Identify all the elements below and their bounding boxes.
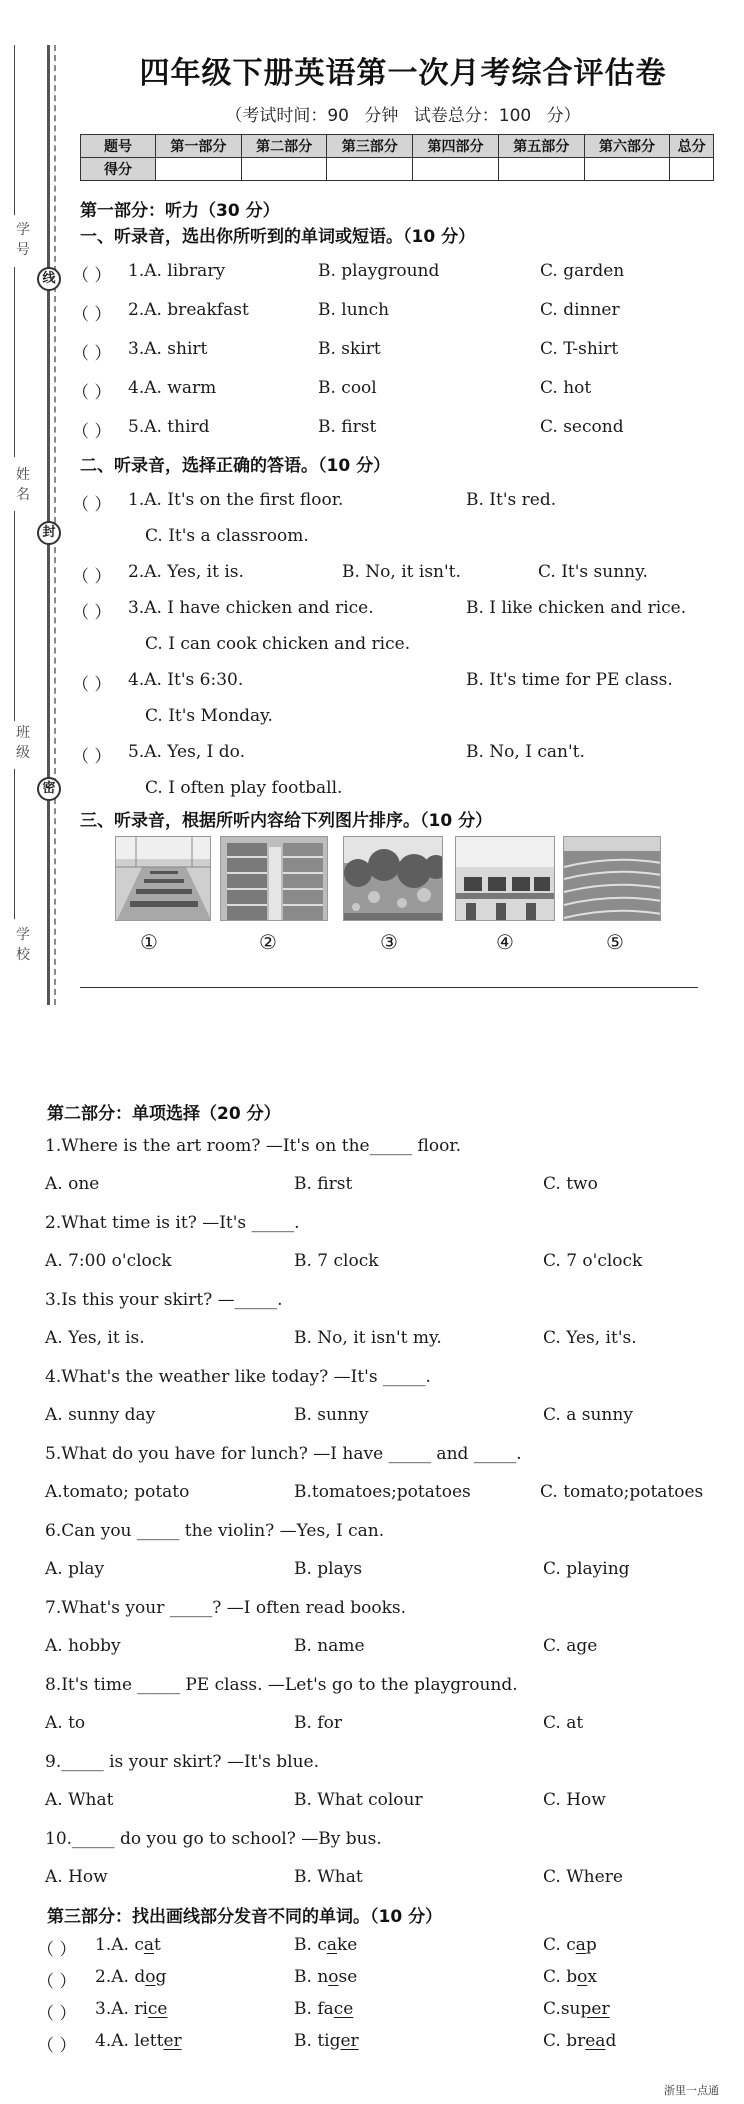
seal-circle-line: 线 xyxy=(37,267,61,291)
word-part: lett xyxy=(134,2031,164,2051)
underlined-letters: o xyxy=(577,1967,588,1987)
picture-number: ③ xyxy=(380,930,398,954)
word-part: c xyxy=(134,1935,144,1955)
student-number-label: 学号 xyxy=(16,222,30,258)
underlined-letters: er xyxy=(163,2031,182,2051)
option-b: B. for xyxy=(294,1713,342,1733)
word-part: d xyxy=(134,1967,146,1987)
blank-line xyxy=(14,267,15,457)
picture-number: ① xyxy=(140,930,158,954)
option-a: A. How xyxy=(45,1867,108,1887)
word-part: tig xyxy=(317,2031,341,2051)
score-cell[interactable] xyxy=(413,158,499,181)
score-cell[interactable] xyxy=(156,158,242,181)
option-b: B. 7 clock xyxy=(294,1251,379,1271)
score-table-header xyxy=(81,135,714,158)
option-b: B. sunny xyxy=(294,1405,369,1425)
option-a: 3.A. I have chicken and rice. xyxy=(128,598,374,618)
answer-blank[interactable]: （ ） xyxy=(72,305,112,325)
option-a: 1.A. cat xyxy=(95,1935,161,1955)
option-b: B. face xyxy=(294,1999,354,2019)
option-b: B. What xyxy=(294,1867,363,1887)
word-part: b xyxy=(566,1967,578,1987)
part1-section3-title: 三、听录音，根据所听内容给下列图片排序。（10 分） xyxy=(80,811,493,831)
option-c: C. hot xyxy=(540,378,592,398)
blank-line xyxy=(14,45,15,215)
word-part: t xyxy=(153,1935,161,1955)
word-part: d xyxy=(605,2031,617,2051)
score-cell[interactable] xyxy=(584,158,670,181)
option-a: A. Yes, it is. xyxy=(45,1328,145,1348)
answer-blank[interactable]: （ ） xyxy=(37,2004,77,2024)
option-b: B. name xyxy=(294,1636,365,1656)
option-c: C. Where xyxy=(543,1867,623,1887)
header-cell: 题号 xyxy=(81,135,156,158)
header-cell: 总分 xyxy=(670,135,714,158)
option-a: A. What xyxy=(45,1790,114,1810)
answer-blank[interactable]: （ ） xyxy=(72,422,112,442)
answer-blank[interactable]: （ ） xyxy=(72,344,112,364)
answer-blank[interactable]: （ ） xyxy=(72,495,112,515)
underlined-letters: a xyxy=(143,1935,154,1955)
picture-garden xyxy=(343,836,443,921)
option-c: C. tomato;potatoes xyxy=(540,1482,704,1502)
option-a: A. to xyxy=(45,1713,86,1733)
row-label: 得分 xyxy=(81,158,156,181)
score-cell[interactable] xyxy=(498,158,584,181)
underlined-letters: o xyxy=(145,1967,156,1987)
score-cell[interactable] xyxy=(241,158,327,181)
word-part: fa xyxy=(317,1999,334,2019)
picture-number: ④ xyxy=(496,930,514,954)
question-text: 2.What time is it? —It's _____. xyxy=(45,1213,300,1233)
underlined-letters: per xyxy=(580,1999,610,2019)
option-a: 4.A. It's 6:30. xyxy=(128,670,244,690)
option-a: A.tomato; potato xyxy=(45,1482,190,1502)
option-b: B. playground xyxy=(318,261,440,281)
question-text: 7.What's your _____? —I often read books. xyxy=(45,1598,407,1618)
option-c: C. a sunny xyxy=(543,1405,633,1425)
blank-line xyxy=(14,769,15,919)
option-a: A. 7:00 o'clock xyxy=(45,1251,172,1271)
part3-title: 第三部分：找出画线部分发音不同的单词。（10 分） xyxy=(47,1907,443,1927)
option-b: B. first xyxy=(294,1174,353,1194)
option-a: A. hobby xyxy=(45,1636,121,1656)
underlined-letters: a xyxy=(575,1935,586,1955)
option-b: B. tiger xyxy=(294,2031,359,2051)
option-b: B. It's red. xyxy=(466,490,557,510)
header-cell: 第二部分 xyxy=(241,135,327,158)
picture-library xyxy=(220,836,328,921)
underlined-letters: a xyxy=(326,1935,337,1955)
option-c: C. playing xyxy=(543,1559,630,1579)
header-cell: 第一部分 xyxy=(156,135,242,158)
option-a: 5.A. Yes, I do. xyxy=(128,742,245,762)
option-c: C. at xyxy=(543,1713,584,1733)
option-a: 1.A. It's on the first floor. xyxy=(128,490,344,510)
answer-blank[interactable]: （ ） xyxy=(37,1940,77,1960)
word-part: su xyxy=(560,1999,581,2019)
option-c: C. second xyxy=(540,417,624,437)
header-cell: 第三部分 xyxy=(327,135,413,158)
underlined-letters: ce xyxy=(333,1999,354,2019)
answer-blank[interactable]: （ ） xyxy=(37,1972,77,1992)
underlined-letters: ea xyxy=(585,2031,606,2051)
header-cell: 第六部分 xyxy=(584,135,670,158)
option-a: A. play xyxy=(45,1559,105,1579)
binding-margin xyxy=(0,45,60,1005)
word-part: n xyxy=(317,1967,329,1987)
option-c: C. It's sunny. xyxy=(538,562,648,582)
option-c: C. How xyxy=(543,1790,606,1810)
option-c: C. dinner xyxy=(540,300,620,320)
option-c: C. garden xyxy=(540,261,625,281)
school-label: 学校 xyxy=(16,927,30,963)
word-part: c xyxy=(317,1935,327,1955)
word-part: ri xyxy=(134,1999,148,2019)
part1-title: 第一部分：听力（30 分） xyxy=(80,201,280,221)
word-part: ke xyxy=(336,1935,358,1955)
question-text: 3.Is this your skirt? —_____. xyxy=(45,1290,283,1310)
option-b: B. It's time for PE class. xyxy=(466,670,673,690)
option-b: B.tomatoes;potatoes xyxy=(294,1482,471,1502)
word-part: x xyxy=(587,1967,597,1987)
option-c: C. T-shirt xyxy=(540,339,619,359)
option-c: C. I can cook chicken and rice. xyxy=(145,634,411,654)
option-c: C. cap xyxy=(543,1935,597,1955)
option-b: B. What colour xyxy=(294,1790,423,1810)
option-b: B. lunch xyxy=(318,300,390,320)
seal-circle-seal: 封 xyxy=(37,521,61,545)
answer-blank[interactable]: （ ） xyxy=(72,266,112,286)
option-a: A. sunny day xyxy=(45,1405,156,1425)
picture-number: ⑤ xyxy=(606,930,624,954)
option-c: C. Yes, it's. xyxy=(543,1328,637,1348)
question-text: 1.Where is the art room? —It's on the_____ floor. xyxy=(45,1136,461,1156)
option-b: B. first xyxy=(318,417,377,437)
option-c: C. box xyxy=(543,1967,597,1987)
class-label: 班级 xyxy=(16,725,30,761)
blank-line xyxy=(14,511,15,721)
footer-watermark: 浙里一点通 xyxy=(664,2084,719,2097)
question-text: 10._____ do you go to school? —By bus. xyxy=(45,1829,382,1849)
option-b: B. No, it isn't. xyxy=(342,562,461,582)
option-a: 2.A. breakfast xyxy=(128,300,249,320)
word-part: p xyxy=(585,1935,597,1955)
picture-playground xyxy=(563,836,661,921)
question-text: 4.What's the weather like today? —It's _____. xyxy=(45,1367,431,1387)
option-c: C. 7 o'clock xyxy=(543,1251,643,1271)
option-a: 5.A. third xyxy=(128,417,210,437)
option-b: B. skirt xyxy=(318,339,381,359)
answer-blank[interactable]: （ ） xyxy=(72,675,112,695)
answer-blank[interactable]: （ ） xyxy=(72,603,112,623)
exam-title: 四年级下册英语第一次月考综合评估卷 xyxy=(139,56,667,91)
picture-number: ② xyxy=(259,930,277,954)
score-cell[interactable] xyxy=(327,158,413,181)
option-b: B. No, I can't. xyxy=(466,742,585,762)
option-b: B. I like chicken and rice. xyxy=(466,598,687,618)
option-b: B. cool xyxy=(318,378,377,398)
option-c: C.super xyxy=(543,1999,610,2019)
option-b: B. No, it isn't my. xyxy=(294,1328,442,1348)
option-c: C. It's Monday. xyxy=(145,706,273,726)
seal-circle-secret: 密 xyxy=(37,777,61,801)
header-cell: 第四部分 xyxy=(413,135,499,158)
word-part: se xyxy=(338,1967,358,1987)
score-cell[interactable] xyxy=(670,158,714,181)
option-a: 2.A. dog xyxy=(95,1967,167,1987)
option-a: 3.A. rice xyxy=(95,1999,168,2019)
underlined-letters: o xyxy=(328,1967,339,1987)
option-a: 1.A. library xyxy=(128,261,226,281)
student-name-label: 姓名 xyxy=(16,467,30,503)
part1-section1-title: 一、听录音，选出你所听到的单词或短语。（10 分） xyxy=(80,227,476,247)
part1-section2-title: 二、听录音，选择正确的答语。（10 分） xyxy=(80,456,391,476)
answer-blank[interactable]: （ ） xyxy=(37,2036,77,2056)
picture-dining-hall xyxy=(115,836,211,921)
picture-computer-room xyxy=(455,836,555,921)
answer-blank[interactable]: （ ） xyxy=(72,567,112,587)
underlined-letters: er xyxy=(340,2031,359,2051)
option-a: A. one xyxy=(45,1174,100,1194)
underlined-letters: ce xyxy=(147,1999,168,2019)
option-a: 4.A. letter xyxy=(95,2031,182,2051)
question-text: 8.It's time _____ PE class. —Let's go to the playground. xyxy=(45,1675,518,1695)
option-b: B. nose xyxy=(294,1967,358,1987)
question-text: 9._____ is your skirt? —It's blue. xyxy=(45,1752,320,1772)
header-cell: 第五部分 xyxy=(498,135,584,158)
option-b: B. cake xyxy=(294,1935,358,1955)
word-part: g xyxy=(155,1967,167,1987)
question-text: 5.What do you have for lunch? —I have _____ and _____. xyxy=(45,1444,522,1464)
option-b: B. plays xyxy=(294,1559,363,1579)
option-c: C. bread xyxy=(543,2031,617,2051)
exam-subtitle: （考试时间：90 分钟 试卷总分：100 分） xyxy=(225,106,581,126)
option-c: C. It's a classroom. xyxy=(145,526,309,546)
option-a: 4.A. warm xyxy=(128,378,217,398)
question-text: 6.Can you _____ the violin? —Yes, I can. xyxy=(45,1521,385,1541)
part2-title: 第二部分：单项选择（20 分） xyxy=(47,1104,281,1124)
answer-blank[interactable]: （ ） xyxy=(72,747,112,767)
answer-rule-line xyxy=(80,987,698,988)
word-part: br xyxy=(566,2031,586,2051)
option-a: 2.A. Yes, it is. xyxy=(128,562,244,582)
score-table xyxy=(80,134,714,181)
word-part: c xyxy=(566,1935,576,1955)
option-c: C. two xyxy=(543,1174,598,1194)
answer-blank[interactable]: （ ） xyxy=(72,383,112,403)
option-a: 3.A. shirt xyxy=(128,339,208,359)
score-table-row xyxy=(81,158,714,181)
option-c: C. I often play football. xyxy=(145,778,343,798)
option-c: C. age xyxy=(543,1636,598,1656)
